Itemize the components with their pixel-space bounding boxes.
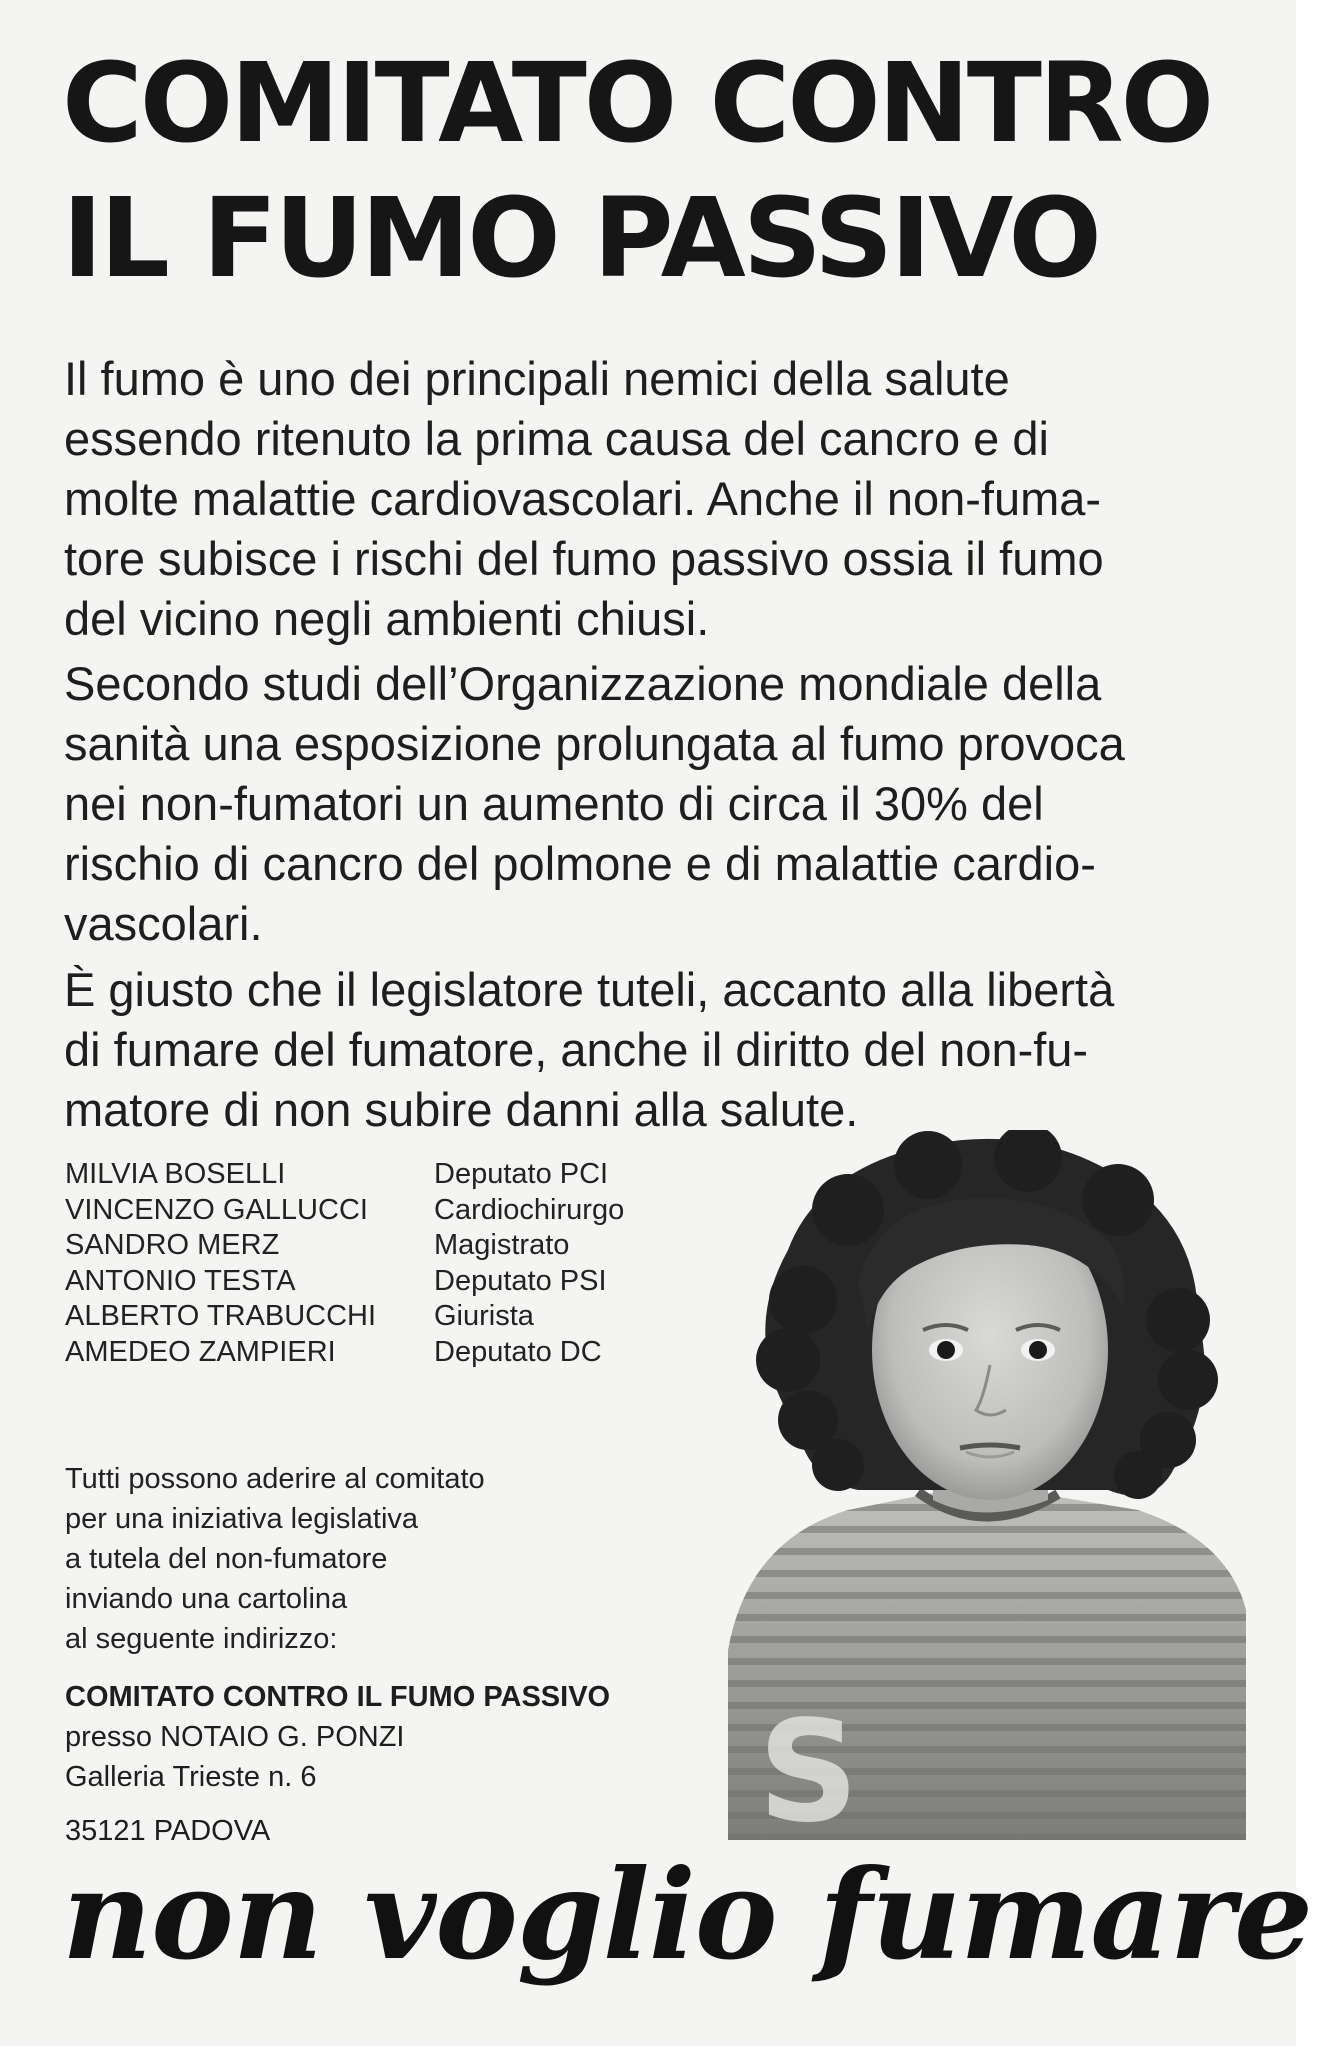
signatories-list [65,1157,624,1370]
paper-edge-bottom [0,2046,1318,2060]
who-study-paragraph: Secondo studi dell’Organizzazione mondiale della sanità una esposizione prolungata al fumo provoca nei non-fumatori un aumento di circa il 30% del rischio di cancro del polmone e di malattie cardio- vascolari. [64,657,1125,950]
signatory-row [65,1228,624,1264]
signatory-role: Cardiochirurgo [434,1193,625,1226]
intro-paragraph: Il fumo è uno dei principali nemici della salute essendo ritenuto la prima causa del cancro e di molte malattie cardiovascolari. Anche il non-fuma- tore subisce i rischi del fumo passivo ossia il fumo del vicino negli ambienti chiusi. [64,352,1104,645]
signatory-role: Giurista [434,1300,534,1332]
slogan: non voglio fumare [62,1843,1313,1988]
signatory-role: Deputato PCI [434,1158,609,1190]
signatory-row [65,1157,624,1193]
signatory-name: ALBERTO TRABUCCHI [65,1300,377,1332]
signatory-name: MILVIA BOSELLI [65,1158,286,1190]
address-care-of: presso NOTAIO G. PONZI [65,1721,405,1753]
title-line-2: IL FUMO PASSIVO [62,174,1099,302]
title-line-1: COMITATO CONTRO [62,39,1212,167]
signatory-row [65,1299,624,1335]
signatory-name: AMEDEO ZAMPIERI [65,1335,336,1368]
signatory-name: VINCENZO GALLUCCI [65,1193,368,1226]
signatory-name: SANDRO MERZ [65,1229,280,1261]
signatory-role: Deputato DC [434,1335,602,1368]
address-organization: COMITATO CONTRO IL FUMO PASSIVO [65,1681,611,1713]
legislator-paragraph: È giusto che il legislatore tuteli, accanto alla libertà di fumare del fumatore, anche il diritto del non-fu- matore di non subire danni alla salute. [64,963,1115,1136]
signatory-name: ANTONIO TESTA [65,1264,296,1297]
signatory-role: Deputato PSI [434,1264,607,1297]
address-street: Galleria Trieste n. 6 [65,1761,317,1793]
signatory-row [65,1193,624,1229]
signatory-row [65,1264,624,1300]
svg-text:S: S [758,1691,859,1840]
mailing-address [65,1677,610,1851]
address-city: 35121 PADOVA [65,1815,271,1847]
join-instructions: Tutti possono aderire al comitato per una iniziativa legislativa a tutela del non-fumatore inviando una cartolina al seguente indirizzo: [65,1463,485,1655]
paper-edge-right [1296,0,1318,2060]
signatory-row [65,1335,624,1371]
child-portrait-photo [728,1130,1246,1840]
signatory-role: Magistrato [434,1229,570,1261]
